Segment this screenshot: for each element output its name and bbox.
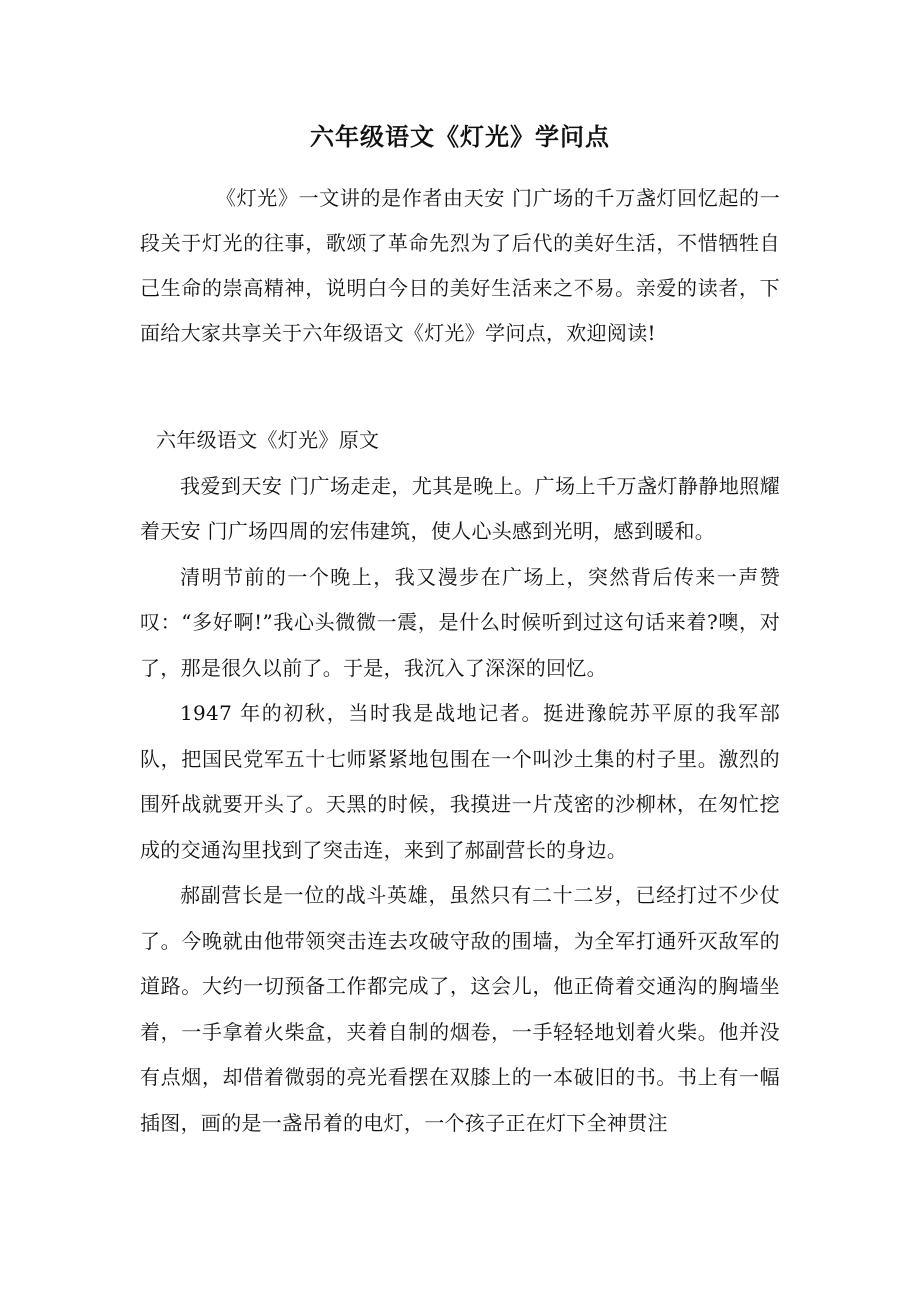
section-heading: 六年级语文《灯光》原文 xyxy=(156,428,380,452)
document-title: 六年级语文《灯光》学问点 xyxy=(310,123,610,151)
body-paragraph: 我爱到天安 门广场走走，尤其是晚上。广场上千万盏灯静静地照耀着天安 门广场四周的宏伟建筑，使人心头感到光明，感到暖和。 xyxy=(140,473,780,543)
body-paragraph: 清明节前的一个晚上，我又漫步在广场上，突然背后传来一声赞叹：“多好啊!”我心头微微一震，是什么时候听到过这句话来着?噢，对了，那是很久以前了。于是，我沉入了深深的回忆。 xyxy=(140,564,780,680)
body-paragraph: 1947 年的初秋，当时我是战地记者。挺进豫皖苏平原的我军部队，把国民党军五十七师紧紧地包围在一个叫沙土集的村子里。激烈的围歼战就要开头了。天黑的时候，我摸进一片茂密的沙柳林，在匆忙挖成的交通沟里找到了突击连，来到了郝副营长的身边。 xyxy=(140,701,780,862)
intro-paragraph: 《灯光》一文讲的是作者由天安 门广场的千万盏灯回忆起的一段关于灯光的往事，歌颂了革命先烈为了后代的美好生活，不惜牺牲自己生命的崇高精神，说明白今日的美好生活来之不易。亲爱的读者，下面给大家共享关于六年级语文《灯光》学问点，欢迎阅读! xyxy=(140,186,780,345)
original-text-section xyxy=(140,418,780,1146)
intro-block xyxy=(140,176,780,356)
body-paragraph: 郝副营长是一位的战斗英雄，虽然只有二十二岁，已经打过不少仗了。今晚就由他带领突击连去攻破守敌的围墙，为全军打通歼灭敌军的道路。大约一切预备工作都完成了，这会儿，他正倚着交通沟的胸墙坐着，一手拿着火柴盒，夹着自制的烟卷，一手轻轻地划着火柴。他并没有点烟，却借着微弱的亮光看摆在双膝上的一本破旧的书。书上有一幅插图，画的是一盏吊着的电灯，一个孩子正在灯下全神贯注 xyxy=(140,883,780,1135)
